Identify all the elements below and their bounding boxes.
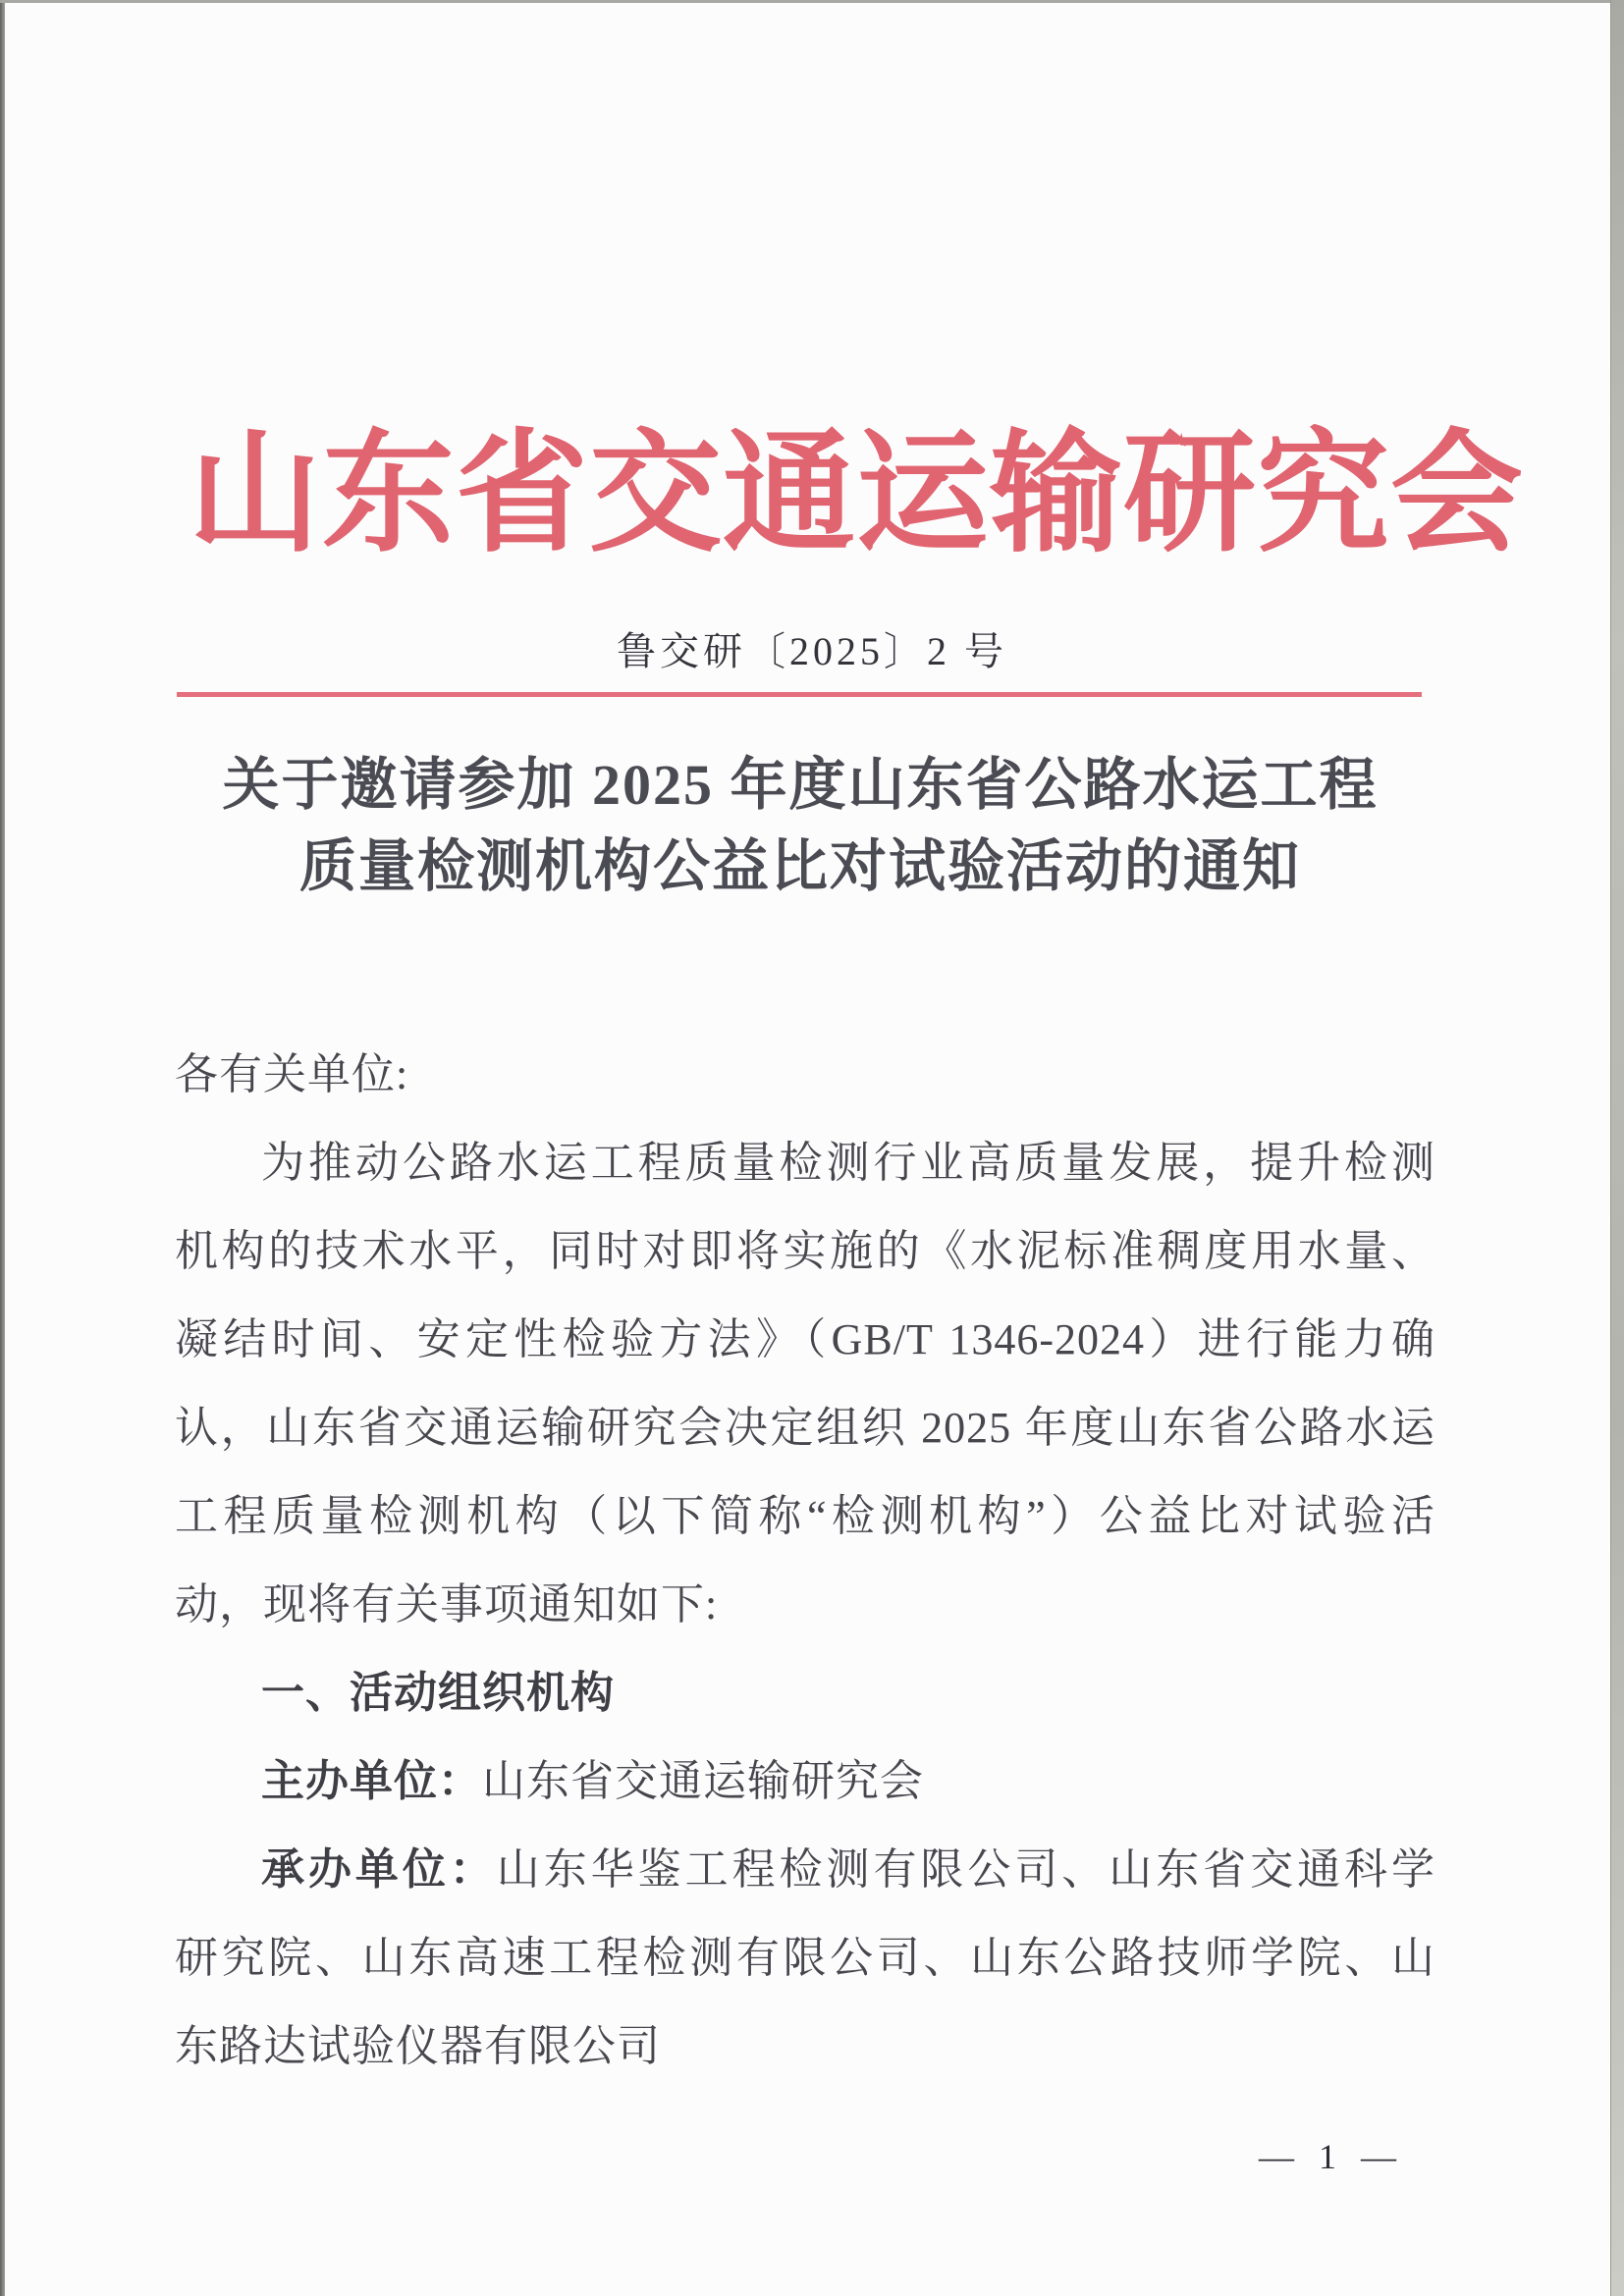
organizer-unit-value: 山东华鉴工程检测有限公司、山东省交通科学	[496, 1845, 1436, 1894]
paragraph-line: 机构的技术水平，同时对即将实施的《水泥标准稠度用水量、	[175, 1227, 1435, 1275]
document-title-line2: 质量检测机构公益比对试验活动的通知	[298, 834, 1301, 898]
organizer-unit-label: 承办单位：	[261, 1845, 497, 1894]
document-body	[175, 1031, 1435, 2091]
salutation-line: 各有关单位:	[175, 1050, 409, 1098]
host-unit-value: 山东省交通运输研究会	[482, 1757, 924, 1805]
red-divider-line	[177, 692, 1422, 697]
host-unit-line	[175, 1737, 1435, 1826]
paragraph-line: 为推动公路水运工程质量检测行业高质量发展，提升检测	[261, 1139, 1435, 1187]
document-title	[177, 744, 1424, 907]
paragraph-line: 动，现将有关事项通知如下:	[175, 1580, 719, 1629]
letterhead-org-title: 山东省交通运输研究会	[189, 422, 1524, 568]
organizer-unit-line	[175, 1826, 1435, 1914]
page-number: — 1 —	[1259, 2137, 1404, 2176]
paragraph-line: 认，山东省交通运输研究会决定组织 2025 年度山东省公路水运	[175, 1404, 1435, 1452]
paragraph-line: 工程质量检测机构（以下简称“检测机构”）公益比对试验活	[175, 1492, 1435, 1540]
document-title-line1: 关于邀请参加 2025 年度山东省公路水运工程	[222, 753, 1379, 817]
organizer-unit-line: 东路达试验仪器有限公司	[175, 2022, 661, 2070]
paragraph-line: 凝结时间、安定性检验方法》（GB/T 1346-2024）进行能力确	[175, 1315, 1435, 1363]
host-unit-label: 主办单位：	[261, 1757, 482, 1805]
doc-number: 鲁交研〔2025〕2 号	[617, 629, 1007, 673]
scan-edge-left	[0, 0, 5, 2296]
section-heading: 一、活动组织机构	[261, 1669, 615, 1717]
scan-edge-top	[0, 0, 1624, 3]
organizer-unit-line: 研究院、山东高速工程检测有限公司、山东公路技师学院、山	[175, 1934, 1435, 1982]
scan-edge-right	[1610, 0, 1624, 2296]
